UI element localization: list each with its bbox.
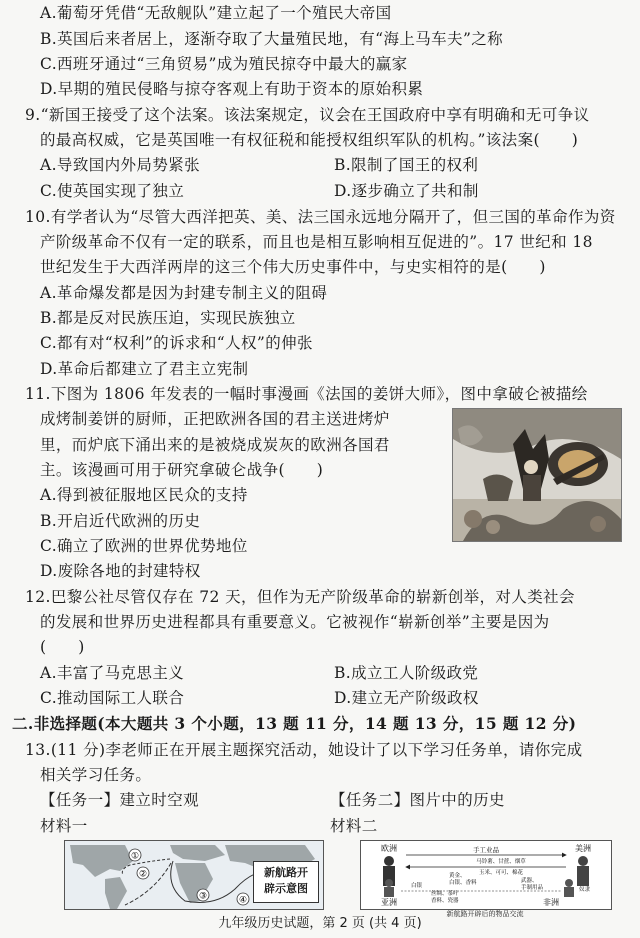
- figure-africa: [564, 879, 574, 897]
- task-1-heading: 【任务一】建立时空观: [40, 791, 200, 809]
- q10-stem-line2: 产阶级革命不仅有一定的联系，而且也是相互影响相互促进的”。17 世纪和 18: [40, 233, 593, 251]
- map-route-3-label: ③: [198, 891, 208, 902]
- q10-option-a: A.革命爆发都是因为封建专制主义的阻碍: [40, 284, 328, 302]
- q11-stem-line2: 成烤制姜饼的厨师，正把欧洲各国的君主送进烤炉: [40, 410, 390, 428]
- q9-stem-line1: 9.“新国王接受了这个法案。该法案规定，议会在王国政府中享有明确和无可争议: [25, 106, 590, 124]
- q9-option-b: B.限制了国王的权利: [334, 156, 479, 174]
- cartoon-illustration: [453, 409, 621, 541]
- q12-stem-line1: 12.巴黎公社尽管仅存在 72 天，但作为无产阶级革命的崭新创举，对人类社会: [25, 588, 575, 606]
- q8-option-d: D.早期的殖民侵略与掠夺客观上有助于资本的原始积累: [40, 80, 424, 98]
- trade-weapons-line2: 手制用品: [521, 885, 544, 891]
- q13-stem-line1: 13.(11 分)李老师正在开展主题探究活动，她设计了以下学习任务单，请你完成: [25, 741, 583, 759]
- trade-slaves: 奴隶: [579, 887, 591, 893]
- q11-option-a: A.得到被征服地区民众的支持: [40, 486, 248, 504]
- q9-option-d: D.逐步确立了共和制: [334, 182, 479, 200]
- material-1-label: 材料一: [40, 817, 88, 835]
- map-caption-box: [253, 861, 319, 903]
- section-2-title: 二.非选择题(本大题共 3 个小题，13 题 11 分，14 题 13 分，15 题 12 分): [12, 714, 577, 733]
- q12-option-b: B.成立工人阶级政党: [334, 664, 479, 682]
- q8-option-c: C.西班牙通过“三角贸易”成为殖民掠夺中最大的赢家: [40, 55, 408, 73]
- label-europe: 欧洲: [381, 844, 397, 853]
- q9-option-c: C.使英国实现了独立: [40, 182, 185, 200]
- map-caption-line2: 辟示意图: [264, 882, 308, 895]
- q10-option-c: C.都有对“权利”的诉求和“人权”的伸张: [40, 334, 313, 352]
- trade-silk-line2: 香料、瓷器: [431, 898, 459, 904]
- label-africa: 非洲: [543, 898, 559, 907]
- q11-option-c: C.确立了欧洲的世界优势地位: [40, 537, 248, 555]
- label-asia: 亚洲: [381, 898, 397, 907]
- goods-exchange-caption: 新航路开辟后的物品交流: [446, 910, 524, 918]
- q10-stem-line1: 10.有学者认为“尽管大西洋把英、美、法三国永远地分隔开了，但三国的革命作为资: [25, 208, 616, 226]
- new-routes-map: [64, 840, 324, 910]
- trade-gold-line2: 白银、香料: [449, 880, 477, 886]
- goods-exchange-diagram: [360, 840, 612, 910]
- q10-stem-line3: 世纪发生于大西洋两岸的这三个伟大历史事件中，与史实相符的是( ): [40, 258, 546, 276]
- trade-weapons-line1: 武器、: [521, 878, 538, 884]
- trade-manufactured-goods: 手工业品: [473, 846, 499, 854]
- q11-stem-line3: 里，而炉底下涌出来的是被烧成炭灰的欧洲各国君: [40, 436, 390, 454]
- figure-america: [577, 856, 589, 886]
- q12-option-d: D.建立无产阶级政权: [334, 689, 479, 707]
- trade-crops-line1: 马铃薯、甘蔗、烟草: [476, 859, 526, 865]
- page-footer: 九年级历史试题，第 2 页 (共 4 页): [218, 916, 422, 931]
- q11-option-d: D.废除各地的封建特权: [40, 562, 201, 580]
- material-2-label: 材料二: [330, 817, 378, 835]
- figure-asia: [384, 879, 394, 897]
- q11-stem-line1: 11.下图为 1806 年发表的一幅时事漫画《法国的姜饼大师》，图中拿破仑被描绘: [25, 385, 588, 403]
- q10-option-b: B.都是反对民族压迫，实现民族独立: [40, 309, 296, 327]
- map-route-1-label: ①: [130, 851, 140, 862]
- label-america: 美洲: [575, 844, 591, 853]
- q13-stem-line2: 相关学习任务。: [40, 766, 152, 784]
- map-route-4-label: ④: [238, 895, 248, 906]
- q8-option-a: A.葡萄牙凭借“无敌舰队”建立起了一个殖民大帝国: [40, 4, 392, 22]
- map-caption-line1: 新航路开: [264, 866, 308, 879]
- q12-option-c: C.推动国际工人联合: [40, 689, 185, 707]
- goods-exchange-illustration: [361, 841, 611, 909]
- q8-option-b: B.英国后来者居上，逐渐夺取了大量殖民地，有“海上马车夫”之称: [40, 30, 504, 48]
- q11-option-b: B.开启近代欧洲的历史: [40, 512, 201, 530]
- trade-silk-line1: 丝绸、茶叶: [431, 891, 459, 897]
- trade-gold-line1: 黄金、: [449, 873, 466, 879]
- napoleon-gingerbread-cartoon: [452, 408, 622, 542]
- q12-option-a: A.丰富了马克思主义: [40, 664, 185, 682]
- trade-crops-line2: 玉米、可可、棉花: [478, 870, 524, 876]
- q9-stem-line2: 的最高权威，它是英国唯一有权征税和能授权组织军队的机构。”该法案( ): [40, 131, 579, 149]
- q12-stem-line2: 的发展和世界历史进程都具有重要意义。它被视作“崭新创举”主要是因为: [40, 613, 550, 631]
- task-2-heading: 【任务二】图片中的历史: [330, 791, 505, 809]
- trade-silver: 白银: [411, 883, 423, 889]
- q10-option-d: D.革命后都建立了君主立宪制: [40, 360, 249, 378]
- q9-option-a: A.导致国内外局势紧张: [40, 156, 201, 174]
- q11-stem-line4: 主。该漫画可用于研究拿破仑战争( ): [40, 461, 324, 479]
- map-route-2-label: ②: [138, 869, 148, 880]
- q12-stem-line3: ( ): [40, 638, 85, 656]
